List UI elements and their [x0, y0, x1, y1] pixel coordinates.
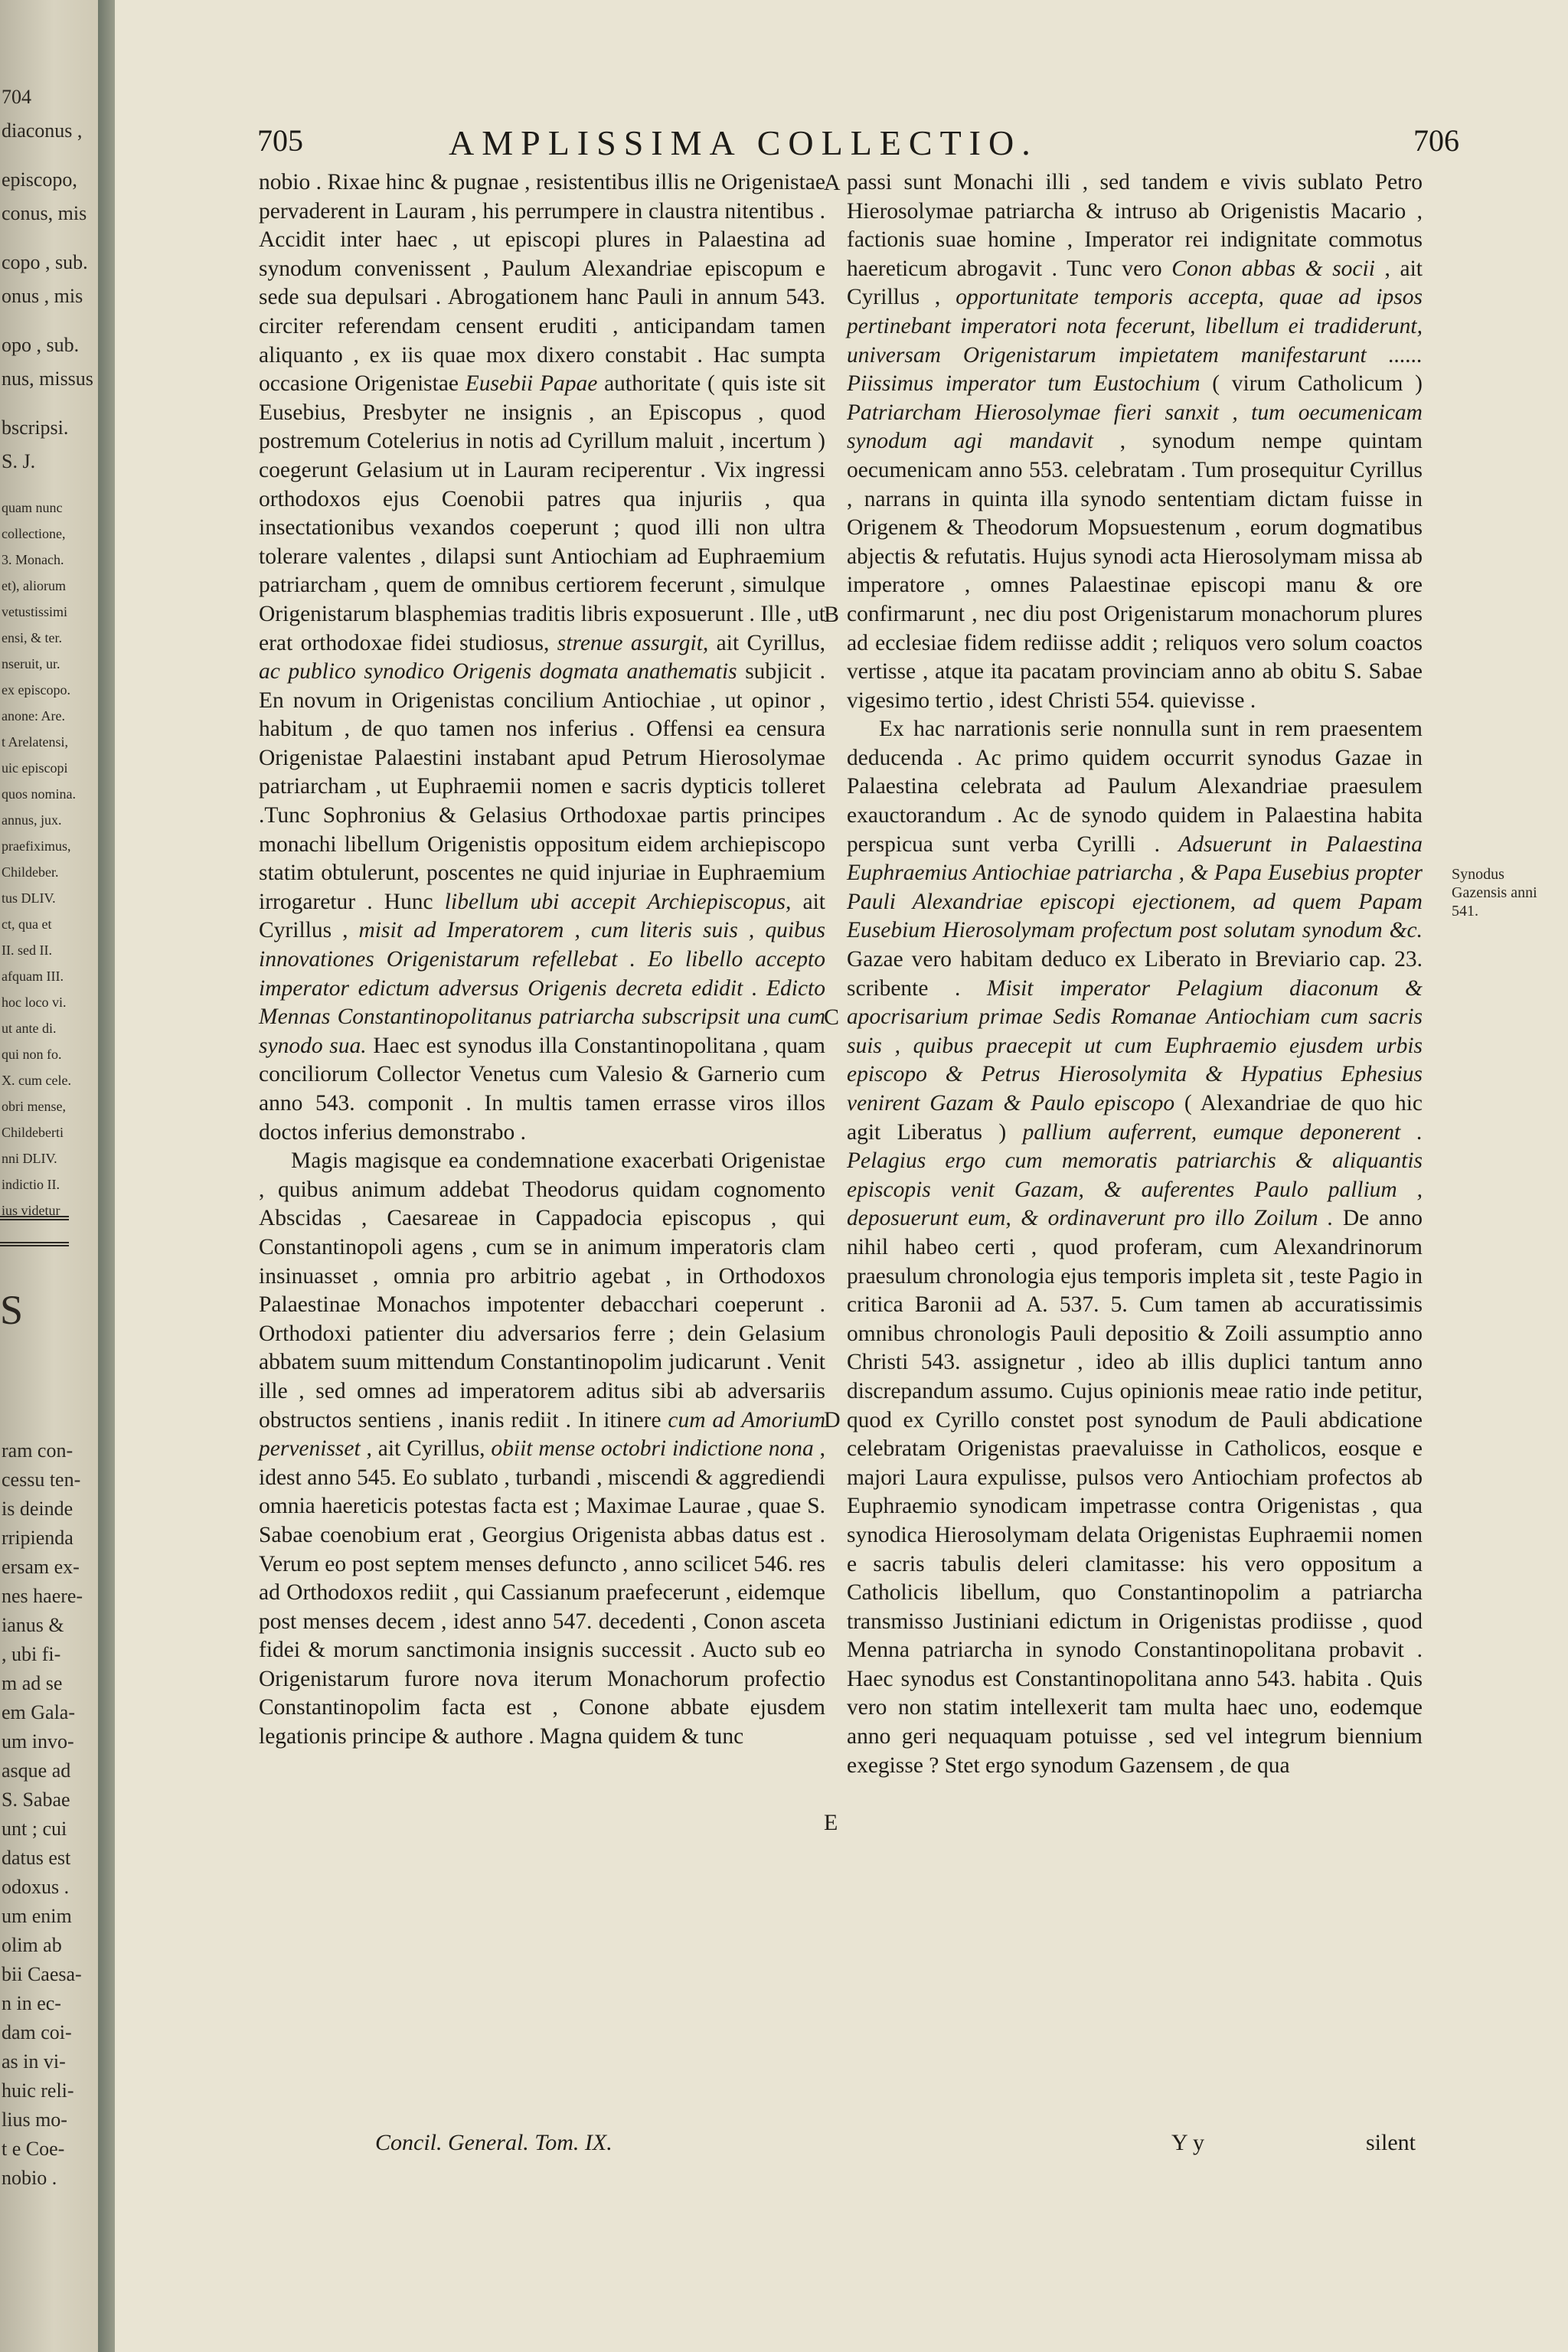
facing-page-line: um enim: [2, 1905, 72, 1927]
facing-page-line: em Gala-: [2, 1701, 76, 1723]
facing-page-line: anone: Are.: [2, 708, 65, 724]
right-column-number: 706: [1413, 123, 1459, 158]
paragraph: nobio . Rixae hinc & pugnae , resistentibus illis ne Origenistae pervaderent in Lauram , his perrumpere in claustra nitentibus . Accidit inter haec , ut episcopi plures in Palaestina ad synodum convenissent , Paulum Alexandriae episcopum e sede sua depulsari . Abrogationem hanc Pauli in annum 543. circiter referendam censent eruditi , anticipandam tamen aliquanto , ex iis quae mox dixero constabit . Hac sumpta occasione Origenistae Eusebii Papae authoritate ( quis iste sit Eusebius, Presbyter ne insignis , an Episcopus , quod postremum Cotelerius in notis ad Cyrillum maluit , incertum ) coegerunt Gelasium ut in Lauram reciperentur . Vix ingressi orthodoxos ejus Coenobii patres qua injuriis , qua insectationibus vexandos coeperunt ; quod illi non ultra tolerare valentes , dilapsi sunt Antiochiam ad Euphraemium patriarcham , quem de omnibus certiorem fecerunt , simulque Origenistarum blasphemias traditis libris exposuerunt . Ille , ut erat orthodoxae fidei studiosus, strenue assurgit, ait Cyrillus, ac publico synodico Origenis dogmata anathematis subjicit . En novum in Origenistas concilium Antiochiae , ut opinor , habitum , de quo tamen nos inferius . Offensi ea censura Origenistae Palaestini instabant apud Petrum Hierosolymae patriarcham , ut Euphraemii nomen e sacris dypticis tolleret .Tunc Sophronius & Gelasius Orthodoxae partis principes monachi libellum Origenistis oppositum eidem archiepiscopo statim obtulerunt, poscentes ne quid injuriae in Euphraemium irrogaretur . Hunc libellum ubi accepit Archiepiscopus, ait Cyrillus , misit ad Imperatorem , cum literis suis , quibus innovationes Origenistarum refellebat . Eo libello accepto imperator edictum adversus Origenis decreta edidit . Edicto Mennas Constantinopolitanus patriarcha subscripsit una cum synodo sua. Haec est synodus illa Constantinopolitana , quam conciliorum Collector Venetus cum Valesio & Garnerio cum anno 543. componit . In multis tamen errasse viros illos doctos inferius demonstrabo .: [259, 170, 825, 1145]
facing-page-line: S. J.: [2, 450, 36, 472]
left-column-number: 705: [257, 123, 303, 158]
facing-page-line: ensi, & ter.: [2, 630, 62, 645]
facing-page-line: ersam ex-: [2, 1556, 80, 1578]
paragraph: passi sunt Monachi illi , sed tandem e vivis sublato Petro Hierosolymae patriarcha & intruso ab Origenistis Macario , factionis suae homine , Imperator rei indignitate commotus haereticum abrogavit . Tunc vero Conon abbas & socii , ait Cyrillus , opportunitate temporis accepta, quae ad ipsos pertinebant imperatori nota fecerunt, libellum ei tradiderunt, universam Origenistarum impietatem manifestarunt ...... Piissimus imperator tum Eustochium ( virum Catholicum ) Patriarcham Hierosolymae fieri sanxit , tum oecumenicam synodum agi mandavit , synodum nempe quintam oecumenicam anno 553. celebratam . Tum prosequitur Cyrillus , narrans in quinta illa synodo sententiam dictam fuisse in Origenem & Theodorum Mopsuestenum , eorum dogmatibus abjectis & refutatis. Hujus synodi acta Hierosolymam missa ab imperatore , omnes Palaestinae episcopi manu & ore confirmarunt , nec diu post Origenistarum monachorum plures ad ecclesiae fidem rediisse addit ; reliquos vero solum coactos vertisse , atque ita pacatam provinciam anno ab obitu S. Sabae vigesimo tertio , idest Christi 554. quievisse .: [847, 170, 1423, 713]
right-text-column: [847, 168, 1423, 1780]
facing-page-line: unt ; cui: [2, 1818, 67, 1840]
facing-page-line: vetustissimi: [2, 604, 68, 619]
facing-page-line: nus, missus: [2, 368, 93, 390]
facing-page-line: et), aliorum: [2, 578, 66, 593]
left-text-column: [259, 168, 825, 1752]
section-marker-d: D: [824, 1407, 841, 1432]
footer-volume: Concil. General. Tom. IX.: [375, 2130, 612, 2155]
facing-page-line: afquam III.: [2, 969, 64, 984]
footer-catchword: silent: [1366, 2130, 1416, 2155]
facing-page-line: 704: [2, 86, 31, 108]
facing-page-line: asque ad: [2, 1759, 71, 1782]
facing-page-line: II. sed II.: [2, 942, 52, 958]
facing-page-line: um invo-: [2, 1730, 74, 1753]
facing-page-line: quam nunc: [2, 500, 63, 515]
facing-page-line: conus, mis: [2, 202, 87, 224]
facing-page-line: X. cum cele.: [2, 1073, 71, 1088]
facing-page-line: rripienda: [2, 1527, 74, 1549]
section-marker-c: C: [824, 1004, 840, 1030]
facing-page-line: Childeberti: [2, 1125, 64, 1140]
section-marker-b: B: [824, 602, 840, 627]
facing-page-edge: [0, 0, 98, 2352]
facing-page-line: cessu ten-: [2, 1468, 81, 1491]
facing-page-line: n in ec-: [2, 1992, 61, 2014]
page-footer: [115, 2130, 1568, 2168]
facing-page-line: is deinde: [2, 1498, 74, 1520]
facing-page-line: S. Sabae: [2, 1788, 70, 1811]
paragraph: Ex hac narrationis serie nonnulla sunt in rem praesentem deducenda . Ac primo quidem occurrit synodus Gazae in Palaestina celebrata ad Paulum Alexandriae praesulem exauctorandum . Ac de synodo quidem in Palaestina habita perspicua sunt verba Cyrilli . Adsuerunt in Palaestina Euphraemius Antiochiae patriarcha , & Papa Eusebius propter Pauli Alexandriae episcopi ejectionem, ad quem Papam Eusebium Hierosolymam profectum post solutam synodum &c. Gazae vero habitam deduco ex Liberato in Breviario cap. 23. scribente . Misit imperator Pelagium diaconum & apocrisarium primae Sedis Romanae Antiochiam cum sacris suis , quibus praecepit ut cum Euphraemio ejusdem urbis episcopo & Petrus Hierosolymita & Hypatius Ephesius venirent Gazam & Paulo episcopo ( Alexandriae de quo hic agit Liberatus ) pallium auferrent, eumque deponerent . Pelagius ergo cum memoratis patriarchis & aliquantis episcopis venit Gazam, & auferentes Paulo pallium , deposuerunt eum, & ordinaverunt pro illo Zoilum . De anno nihil habeo certi , quod proferam, cum Alexandrinorum praesulum chronologia ejus temporis impleta sit , teste Pagio in critica Baronii ad A. 537. 5. Cum tamen ab accuratissimis omnibus chronologis Pauli depositio & Zoili assumptio anno Christi 543. assignetur , ideo ab illis duplici tantum anno discrepandum assumo. Cujus opinionis meae ratio inde petitur, quod ex Cyrillo constet post synodum de Pauli abdicatione celebratam Origenistas praevaluisse in Catholicos, eosque e majori Laura expulisse, pulsos vero Antiochiam profectos ab Euphraemio synodicam impetrasse contra Origenistas , qua synodica Hierosolymam delata Origenistas Euphraemii nomen e sacris tabulis deleri clamitasse: his vero oppositum a Catholicis libellum, quo Constantinopolim a patriarcha transmisso Justiniani edictum in Origenistas prodiisse , quod Menna patriarcha in synodo Constantinopolitana probavit . Haec synodus est Constantinopolitana anno 543. habita . Quis vero non statim intellexerit tam multa haec uno, eodemque anno geri nequaquam potuisse , sed vel integrum biennium exegisse ? Stet ergo synodum Gazensem , de qua: [847, 717, 1423, 1778]
facing-page-line: datus est: [2, 1847, 71, 1869]
facing-page-line: copo , sub.: [2, 251, 88, 273]
facing-page-line: tus DLIV.: [2, 890, 56, 906]
facing-page-line: indictio II.: [2, 1177, 60, 1192]
footer-signature: Y y: [1171, 2130, 1205, 2155]
facing-page-line: olim ab: [2, 1934, 62, 1956]
facing-page-line: hoc loco vi.: [2, 995, 67, 1010]
facing-page-line: lius mo-: [2, 2109, 67, 2131]
facing-page-line: ram con-: [2, 1439, 74, 1462]
section-marker-e: E: [824, 1810, 838, 1835]
facing-page-line: ut ante di.: [2, 1021, 57, 1036]
facing-page-line: bscripsi.: [2, 416, 69, 439]
facing-page-line: collectione,: [2, 526, 66, 541]
section-marker-a: A: [824, 170, 841, 195]
book-page: [115, 0, 1568, 2352]
facing-page-line: dam coi-: [2, 2021, 72, 2043]
facing-page-line: 3. Monach.: [2, 552, 64, 567]
facing-page-line: ius videtur: [2, 1203, 60, 1218]
facing-page-line: onus , mis: [2, 285, 83, 307]
facing-page-line: , ubi fi-: [2, 1643, 61, 1665]
facing-page-line: uic episcopi: [2, 760, 68, 776]
running-title: AMPLISSIMA COLLECTIO.: [449, 123, 1038, 162]
facing-page-line: annus, jux.: [2, 812, 62, 828]
facing-page-line: ex episcopo.: [2, 682, 70, 697]
facing-page-line: ct, qua et: [2, 916, 52, 932]
facing-page-line: m ad se: [2, 1672, 63, 1694]
facing-page-line: huic reli-: [2, 2079, 74, 2102]
paragraph: Magis magisque ea condemnatione exacerbati Origenistae , quibus animum addebat Theodorus quidam cognomento Abscidas , Caesareae in Cappadocia episcopus , qui Constantinopoli agens , cum se in animum imperatoris clam insinuasset , omnia pro arbitrio agebat , in Orthodoxos Palaestinae Monachos impotenter debacchari coeperunt . Orthodoxi patienter diu adversarios ferre ; dein Gelasium abbatem suum mittendum Constantinopolim judicarunt . Venit ille , sed omnes ad imperatorem aditus sibi ab adversariis obstructos sentiens , inanis rediit . In itinere cum ad Amorium pervenisset , ait Cyrillus, obiit mense octobri indictione nona , idest anno 545. Eo sublato , turbandi , miscendi & aggrediendi omnia haereticis potestas facta est ; Maximae Laurae , quae S. Sabae coenobium erat , Georgius Origenista abbas datus est . Verum eo post septem menses defuncto , anno scilicet 546. res ad Orthodoxos rediit , qui Cassianum praefecerunt , eidemque post menses decem , idest anno 547. decedenti , Conon asceta fidei & morum sanctimonia insignis successit . Aucto sub eo Origenistarum furore nova iterum Monachorum profectio Constantinopolim facta est , Conone abbate ejusdem legationis principe & authore . Magna quidem & tunc: [259, 1148, 825, 1749]
facing-page-line: S: [0, 1287, 24, 1333]
facing-page-line: bii Caesa-: [2, 1963, 82, 1985]
facing-page-line: opo , sub.: [2, 334, 80, 356]
facing-page-line: qui non fo.: [2, 1047, 62, 1062]
facing-page-line: t e Coe-: [2, 2138, 65, 2160]
ornament-divider: [0, 1216, 69, 1246]
facing-page-line: Childeber.: [2, 864, 59, 880]
facing-page-line: diaconus ,: [2, 119, 83, 142]
facing-page-line: praefiximus,: [2, 838, 71, 854]
facing-page-line: t Arelatensi,: [2, 734, 68, 750]
facing-page-line: episcopo,: [2, 168, 77, 191]
facing-page-line: nseruit, ur.: [2, 656, 60, 671]
facing-page-line: nobio .: [2, 2167, 57, 2189]
facing-page-line: ianus &: [2, 1614, 64, 1636]
margin-note: Synodus Gazensis anni 541.: [1452, 866, 1537, 920]
facing-page-line: odoxus .: [2, 1876, 70, 1898]
facing-page-line: as in vi-: [2, 2050, 66, 2073]
facing-page-line: nes haere-: [2, 1585, 83, 1607]
facing-page-line: quos nomina.: [2, 786, 76, 802]
facing-page-line: nni DLIV.: [2, 1151, 57, 1166]
facing-page-line: obri mense,: [2, 1099, 66, 1114]
